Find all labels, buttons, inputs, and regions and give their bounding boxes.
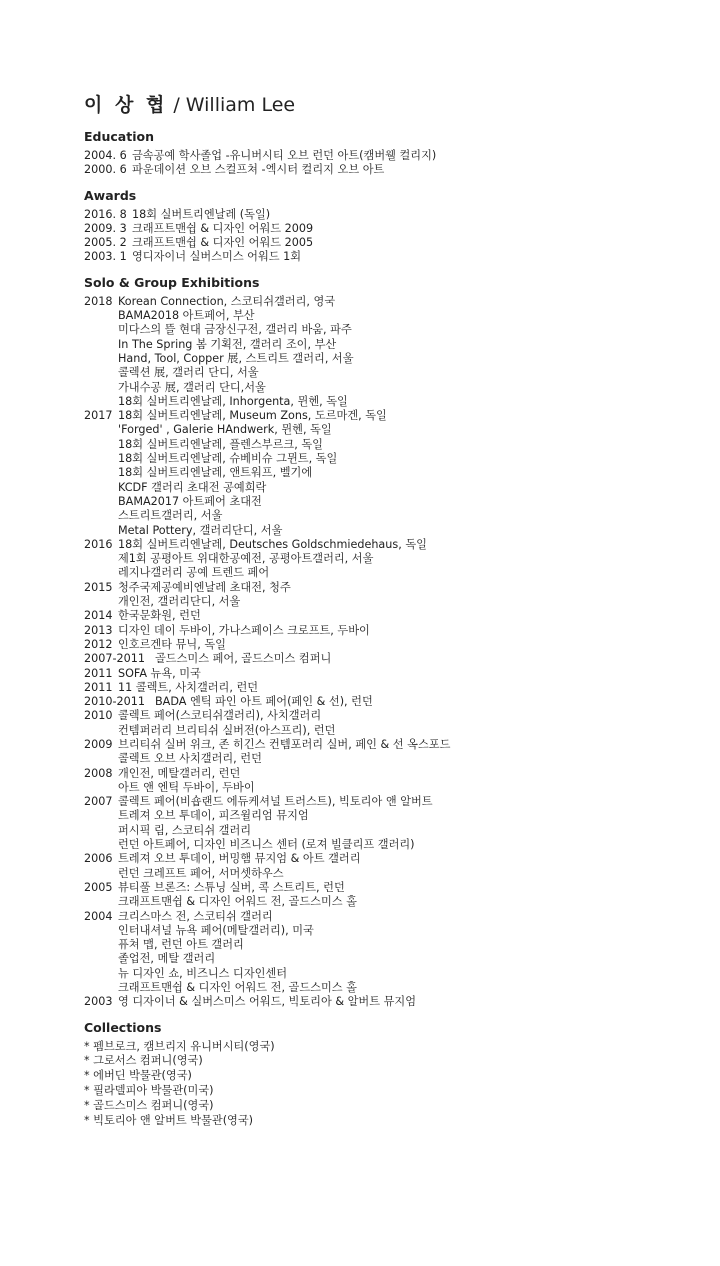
- exhibition-row: [84, 967, 684, 981]
- exhibitions-list: [84, 295, 684, 1010]
- exhibition-row: [84, 552, 684, 566]
- exhibition-row: [84, 824, 684, 838]
- exhibition-year: 2010-2011: [84, 695, 145, 709]
- collection-item: * 펨브로크, 캠브리지 유니버시티(영국): [84, 1039, 275, 1053]
- exhibition-item: 18회 실버트리엔날레, 슈베비슈 그뮌트, 독일: [118, 452, 338, 466]
- exhibition-row: [84, 724, 684, 738]
- exhibition-item: 18회 실버트리엔날레, Deutsches Goldschmiedehaus, 독일: [118, 537, 427, 551]
- exhibition-item: 18회 실버트리엔날레, Museum Zons, 도르마겐, 독일: [118, 409, 387, 423]
- education-list: [84, 149, 684, 178]
- exhibition-item: Hand, Tool, Copper 展, 스트리트 갤러리, 서울: [118, 351, 354, 365]
- collection-item: * 에버딘 박물관(영국): [84, 1069, 192, 1083]
- exhibition-row: [84, 867, 684, 881]
- collection-item: * 빅토리아 앤 알버트 박물관(영국): [84, 1113, 254, 1127]
- education-text: 금속공예 학사졸업 -유니버시티 오브 런던 아트(캠버웰 컬리지): [132, 149, 437, 162]
- exhibition-item: 콜렉트 페어(스코티쉬갤러리), 사치갤러리: [118, 709, 322, 723]
- name-separator: /: [167, 94, 186, 116]
- exhibition-row: [84, 881, 684, 895]
- exhibition-item: 미다스의 뜰 현대 금장신구전, 갤러리 바움, 파주: [118, 323, 352, 337]
- exhibition-row: [84, 309, 684, 323]
- exhibition-item: 졸업전, 메탈 갤러리: [118, 952, 216, 966]
- exhibition-row: [84, 838, 684, 852]
- exhibition-row: [84, 809, 684, 823]
- award-text: 크래프트맨쉽 & 디자인 어워드 2009: [132, 221, 314, 235]
- exhibition-item: 18회 실버트리엔날레, 플렌스부르크, 독일: [118, 437, 323, 451]
- exhibition-item: 스트리트갤러리, 서울: [118, 509, 223, 523]
- page-title: [84, 92, 684, 118]
- exhibition-row: [84, 438, 684, 452]
- exhibition-year: 2012: [84, 637, 113, 651]
- exhibition-year: 2007-2011: [84, 652, 145, 666]
- exhibition-row: [84, 895, 684, 909]
- exhibition-year: 2004: [84, 909, 113, 923]
- exhibition-item: 제1회 공평아트 위대한공예전, 공평아트갤러리, 서울: [118, 552, 374, 566]
- exhibition-item: BAMA2018 아트페어, 부산: [118, 309, 255, 323]
- awards-heading: Awards: [84, 187, 137, 203]
- education-date: 2000. 6: [84, 163, 127, 177]
- exhibition-item: 18회 실버트리엔날레, Inhorgenta, 뮌헨, 독일: [118, 394, 348, 408]
- exhibition-row: [84, 595, 684, 609]
- award-date: 2003. 1: [84, 250, 127, 264]
- exhibition-row: [84, 609, 684, 623]
- exhibition-row: [84, 767, 684, 781]
- exhibition-item: 콜렉트 오브 사치갤러리, 런던: [118, 752, 262, 766]
- award-text: 영디자이너 실버스미스 어워드 1회: [132, 250, 302, 264]
- exhibition-year: 2011: [84, 680, 113, 694]
- exhibition-row: [84, 581, 684, 595]
- exhibition-item: 콜렉션 展, 갤러리 단디, 서울: [118, 366, 259, 380]
- exhibition-row: [84, 524, 684, 538]
- exhibition-row: [84, 452, 684, 466]
- exhibition-row: [84, 638, 684, 652]
- exhibition-item: 골드스미스 페어, 골드스미스 컴퍼니: [154, 652, 332, 666]
- exhibition-item: 크래프트맨쉽 & 디자인 어워드 전, 골드스미스 홀: [118, 895, 357, 909]
- exhibition-row: [84, 295, 684, 309]
- exhibition-row: [84, 910, 684, 924]
- exhibition-item: 18회 실버트리엔날레, 앤트워프, 벨기에: [118, 466, 313, 480]
- exhibition-row: [84, 952, 684, 966]
- exhibition-item: 크리스마스 전, 스코티쉬 갤러리: [118, 909, 273, 923]
- name-english: William Lee: [185, 94, 296, 116]
- exhibition-item: 크래프트맨쉽 & 디자인 어워드 전, 골드스미스 홀: [118, 981, 357, 995]
- exhibition-row: [84, 852, 684, 866]
- exhibition-item: 아트 앤 엔틱 두바이, 두바이: [118, 780, 255, 794]
- exhibition-item: 개인전, 메탈갤러리, 런던: [118, 766, 241, 780]
- exhibition-item: 브리티쉬 실버 위크, 존 히긴스 컨템포러리 실버, 페인 & 선 옥스포드: [118, 737, 451, 751]
- exhibition-row: [84, 681, 684, 695]
- exhibition-row: [84, 981, 684, 995]
- exhibition-item: 뉴 디자인 쇼, 비즈니스 디자인센터: [118, 966, 288, 980]
- exhibition-year: 2006: [84, 852, 113, 866]
- exhibitions-heading: Solo & Group Exhibitions: [84, 274, 260, 290]
- exhibition-row: [84, 366, 684, 380]
- exhibition-row: [84, 381, 684, 395]
- award-row: [84, 208, 684, 222]
- exhibition-item: 런던 아트페어, 디자인 비즈니스 센터 (로져 빌클리프 갤러리): [118, 838, 415, 852]
- exhibition-item: BAMA2017 아트페어 초대전: [118, 494, 262, 508]
- exhibition-item: Metal Pottery, 갤러리단디, 서울: [118, 523, 283, 537]
- exhibition-row: [84, 695, 684, 709]
- cv-page: [84, 92, 684, 1128]
- award-text: 크래프트맨쉽 & 디자인 어워드 2005: [132, 236, 314, 250]
- exhibition-row: [84, 538, 684, 552]
- exhibition-item: SOFA 뉴욕, 미국: [118, 666, 201, 680]
- exhibition-year: 2007: [84, 795, 113, 809]
- education-text: 파운데이션 오브 스컬프쳐 -엑시터 컬리지 오브 아트: [132, 163, 385, 177]
- exhibition-row: [84, 509, 684, 523]
- exhibition-item: 개인전, 갤러리단디, 서울: [118, 595, 241, 609]
- exhibition-item: 청주국제공예비엔날레 초대전, 청주: [118, 580, 291, 594]
- exhibition-item: KCDF 갤러리 초대전 공예희락: [118, 480, 267, 494]
- exhibition-year: 2009: [84, 737, 113, 751]
- award-row: [84, 222, 684, 236]
- exhibition-row: [84, 323, 684, 337]
- exhibition-item: 퓨쳐 맵, 런던 아트 갤러리: [118, 938, 244, 952]
- exhibition-item: 퍼시픽 림, 스코티쉬 갤러리: [118, 823, 252, 837]
- exhibition-year: 2008: [84, 766, 113, 780]
- exhibition-row: [84, 481, 684, 495]
- exhibition-row: [84, 338, 684, 352]
- exhibition-item: 디자인 데이 두바이, 가나스페이스 크로프트, 두바이: [118, 623, 370, 637]
- exhibition-item: 인터내셔널 뉴욕 페어(메탈갤러리), 미국: [118, 923, 314, 937]
- award-text: 18회 실버트리엔날레 (독일): [132, 207, 271, 221]
- exhibition-row: [84, 624, 684, 638]
- exhibition-row: [84, 781, 684, 795]
- exhibition-row: [84, 495, 684, 509]
- exhibition-year: 2003: [84, 995, 113, 1009]
- education-row: [84, 149, 684, 163]
- exhibition-row: [84, 395, 684, 409]
- collection-item: * 골드스미스 컴퍼니(영국): [84, 1098, 214, 1112]
- exhibition-row: [84, 938, 684, 952]
- collection-item: * 그로서스 컴퍼니(영국): [84, 1054, 203, 1068]
- education-row: [84, 163, 684, 177]
- exhibition-row: [84, 652, 684, 666]
- exhibition-item: 레지나갤러리 공예 트렌드 페어: [118, 566, 270, 580]
- exhibition-year: 2013: [84, 623, 113, 637]
- education-date: 2004. 6: [84, 149, 127, 162]
- exhibition-year: 2014: [84, 609, 113, 623]
- exhibition-year: 2018: [84, 294, 113, 308]
- name-korean: 이 상 협: [84, 94, 168, 116]
- exhibition-row: [84, 566, 684, 580]
- exhibition-row: [84, 738, 684, 752]
- exhibition-item: 영 디자이너 & 실버스미스 어워드, 빅토리아 & 알버트 뮤지엄: [118, 995, 417, 1009]
- award-date: 2005. 2: [84, 236, 127, 250]
- exhibition-row: [84, 709, 684, 723]
- exhibition-year: 2017: [84, 409, 113, 423]
- award-date: 2009. 3: [84, 221, 127, 235]
- exhibition-year: 2015: [84, 580, 113, 594]
- exhibition-row: [84, 423, 684, 437]
- award-date: 2016. 8: [84, 207, 127, 221]
- awards-list: [84, 208, 684, 265]
- exhibition-row: [84, 995, 684, 1009]
- collections-heading: Collections: [84, 1019, 162, 1035]
- exhibition-row: [84, 795, 684, 809]
- exhibition-item: 가내수공 展, 갤러리 단디,서울: [118, 380, 266, 394]
- education-heading: Education: [84, 129, 154, 144]
- exhibition-row: [84, 466, 684, 480]
- collection-item: * 필라델피아 박물관(미국): [84, 1084, 214, 1098]
- award-row: [84, 250, 684, 264]
- exhibition-item: 트레져 오브 투데이, 피즈윌리엄 뮤지엄: [118, 809, 309, 823]
- exhibition-year: 2005: [84, 880, 113, 894]
- exhibition-item: 뷰티풀 브론즈: 스튜닝 실버, 콕 스트리트, 런던: [118, 880, 345, 894]
- award-row: [84, 236, 684, 250]
- exhibition-row: [84, 752, 684, 766]
- exhibition-item: 트레져 오브 투데이, 버밍햄 뮤지엄 & 아트 갤러리: [118, 852, 361, 866]
- exhibition-year: 2010: [84, 709, 113, 723]
- exhibition-row: [84, 924, 684, 938]
- exhibition-item: 런던 크레프트 페어, 서머셋하우스: [118, 866, 284, 880]
- exhibition-row: [84, 409, 684, 423]
- exhibition-item: Korean Connection, 스코티쉬갤러리, 영국: [118, 294, 336, 308]
- exhibition-row: [84, 667, 684, 681]
- exhibition-item: In The Spring 봄 기획전, 갤러리 조이, 부산: [118, 337, 337, 351]
- exhibition-item: 콜렉트 페어(비숍랜드 에듀케셔널 트러스트), 빅토리아 앤 알버트: [118, 795, 433, 809]
- exhibition-item: 한국문화원, 런던: [118, 609, 201, 623]
- exhibition-row: [84, 352, 684, 366]
- exhibition-item: 'Forged' , Galerie HAndwerk, 뮌헨, 독일: [118, 423, 332, 437]
- collections-list: [84, 1040, 684, 1128]
- exhibition-item: BADA 엔틱 파인 아트 페어(페인 & 선), 런던: [154, 695, 373, 709]
- exhibition-item: 인호르겐타 뮤닉, 독일: [118, 637, 226, 651]
- exhibition-year: 2016: [84, 537, 113, 551]
- exhibition-item: 11 콜렉트, 사치갤러리, 런던: [118, 680, 259, 694]
- exhibition-item: 컨템퍼러리 브리티쉬 실버전(아스프리), 런던: [118, 723, 336, 737]
- exhibition-year: 2011: [84, 666, 113, 680]
